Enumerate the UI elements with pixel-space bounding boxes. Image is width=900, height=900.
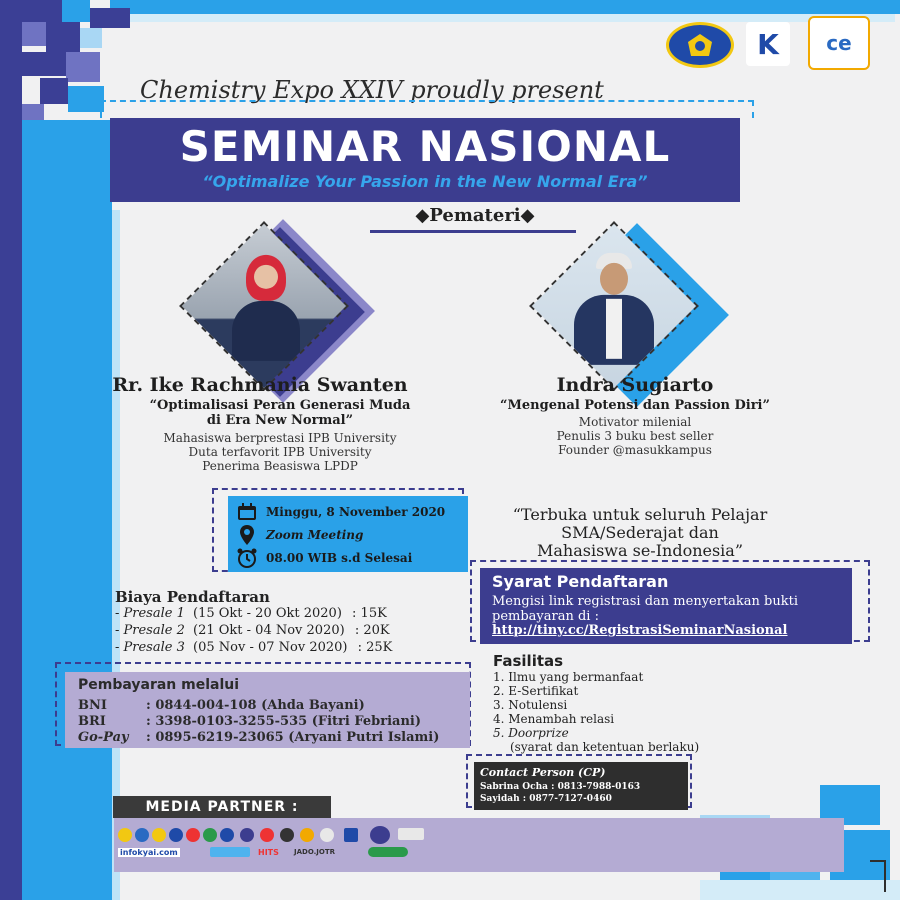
event-date: Minggu, 8 November 2020 xyxy=(266,505,446,519)
audience-quote-line-1: “Terbuka untuk seluruh Pelajar xyxy=(512,505,768,524)
event-time-row xyxy=(236,546,412,570)
media-partner-label: MEDIA PARTNER : xyxy=(113,796,331,818)
speaker-1-topic-line-2: di Era New Normal” xyxy=(206,413,354,428)
payment-method: Go-Pay xyxy=(78,730,129,745)
fee-row: - Presale 1 (15 Okt - 20 Okt 2020) : 15K xyxy=(115,606,387,621)
media-partner-text: JADO.JOTR xyxy=(294,848,336,856)
fee-row-period: (15 Okt - 20 Okt 2020) xyxy=(193,606,342,621)
title-dashed-frame xyxy=(100,100,754,118)
audience-quote-line-2: SMA/Sederajat dan xyxy=(561,523,719,542)
fee-row-price: : 20K xyxy=(354,623,390,638)
requirements-title: Syarat Pendaftaran xyxy=(492,572,669,591)
fee-row-name: Presale 2 xyxy=(123,623,185,638)
speaker-2-photo xyxy=(540,232,700,392)
speaker-1-name: Rr. Ike Rachmania Swanten xyxy=(112,374,408,396)
university-logo-icon xyxy=(666,22,734,68)
section-label-pemateri: ◆Pemateri◆ xyxy=(415,205,535,226)
speaker-2-topic: “Mengenal Potensi dan Passion Diri” xyxy=(500,398,770,413)
media-partner-logo xyxy=(210,847,250,857)
payment-method: BNI xyxy=(78,698,107,713)
media-partner-text: HITS xyxy=(258,848,279,857)
page-title: SEMINAR NASIONAL xyxy=(179,122,671,171)
facility-item: 2. E-Sertifikat xyxy=(493,684,579,698)
alarm-clock-icon xyxy=(236,548,258,568)
event-platform: Zoom Meeting xyxy=(266,528,364,542)
top-frame-light-bar xyxy=(120,14,895,22)
payment-account: : 3398-0103-3255-535 (Fitri Febriani) xyxy=(146,714,421,729)
requirements-text: Mengisi link registrasi dan menyertakan bukti pembayaran di : xyxy=(492,594,799,624)
facility-item: 5. Doorprize xyxy=(493,726,569,740)
payment-row xyxy=(78,714,421,729)
top-frame-bar xyxy=(110,0,900,14)
payment-row xyxy=(78,698,365,713)
fee-row-price: : 25K xyxy=(357,640,393,655)
fee-row-price: : 15K xyxy=(352,606,387,621)
event-time: 08.00 WIB s.d Selesai xyxy=(266,551,413,565)
contact-title: Contact Person (CP) xyxy=(480,766,606,779)
speaker-1-desc-1: Mahasiswa berprestasi IPB University xyxy=(163,431,397,445)
media-partner-text: infokyai.com xyxy=(120,848,178,857)
contact-line: Sabrina Ocha : 0813-7988-0163 xyxy=(480,782,641,792)
payment-title: Pembayaran melalui xyxy=(78,677,240,693)
payment-account: : 0895-6219-23065 (Aryani Putri Islami) xyxy=(146,730,440,745)
payment-account: : 0844-004-108 (Ahda Bayani) xyxy=(146,698,365,713)
payment-method: BRI xyxy=(78,714,106,729)
left-frame-bar xyxy=(0,0,22,900)
media-partner-strip xyxy=(114,818,844,872)
speaker-1-photo xyxy=(190,232,350,392)
facility-item: 4. Menambah relasi xyxy=(493,712,615,726)
fee-row: - Presale 2 (21 Okt - 04 Nov 2020) : 20K xyxy=(115,623,390,638)
calendar-icon xyxy=(236,502,258,522)
fee-row-name: Presale 3 xyxy=(123,640,185,655)
facility-note: (syarat dan ketentuan berlaku) xyxy=(510,740,700,754)
fee-row: - Presale 3 (05 Nov - 07 Nov 2020) : 25K xyxy=(115,640,393,655)
audience-quote xyxy=(490,506,790,560)
media-partner-logo xyxy=(368,847,408,857)
audience-quote-line-3: Mahasiswa se-Indonesia” xyxy=(536,541,744,560)
speaker-1-desc-3: Penerima Beasiswa LPDP xyxy=(202,459,358,473)
fee-row-period: (05 Nov - 07 Nov 2020) xyxy=(193,640,348,655)
speaker-2-desc-2: Penulis 3 buku best seller xyxy=(556,429,714,443)
fee-title: Biaya Pendaftaran xyxy=(115,588,270,606)
fee-row-name: Presale 1 xyxy=(123,606,185,621)
k-logo-icon: K xyxy=(746,22,790,66)
speaker-2-desc-1: Motivator milenial xyxy=(578,415,692,429)
speaker-2-desc-3: Founder @masukkampus xyxy=(558,443,712,457)
page-subtitle: “Optimalize Your Passion in the New Normal Era” xyxy=(202,172,648,191)
event-date-row xyxy=(236,500,445,524)
presenter-line: Chemistry Expo XXIV proudly present xyxy=(140,76,604,104)
contact-line: Sayidah : 0877-7127-0460 xyxy=(480,794,612,804)
event-platform-row xyxy=(236,523,363,547)
facility-item: 1. Ilmu yang bermanfaat xyxy=(493,670,644,684)
registration-link[interactable]: http://tiny.cc/RegistrasiSeminarNasional xyxy=(492,623,788,638)
speaker-1-desc-2: Duta terfavorit IPB University xyxy=(188,445,372,459)
fee-row-period: (21 Okt - 04 Nov 2020) xyxy=(193,623,345,638)
facilities-title: Fasilitas xyxy=(493,652,564,670)
speaker-1-topic-line-1: “Optimalisasi Peran Generasi Muda xyxy=(149,398,411,413)
speaker-2-name: Indra Sugiarto xyxy=(556,374,714,396)
ce-logo-icon: ce xyxy=(808,16,870,70)
payment-row xyxy=(78,730,439,745)
location-pin-icon xyxy=(236,525,258,545)
left-frame-blue-bar xyxy=(22,120,112,900)
facility-item: 3. Notulensi xyxy=(493,698,568,712)
